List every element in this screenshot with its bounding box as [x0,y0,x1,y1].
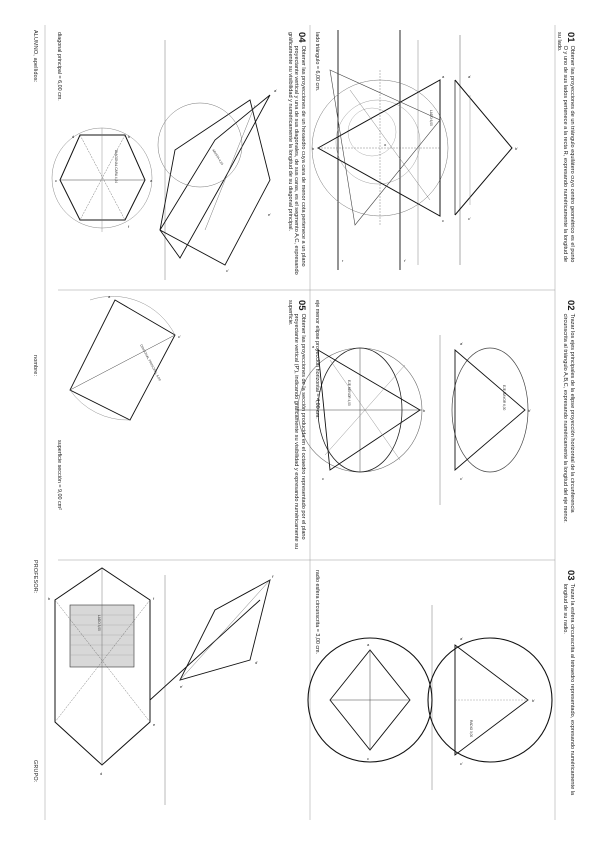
footer-student: ALUMNO, apellidos: [32,30,38,83]
ex05-plane-p1 [150,600,260,700]
ex01-drawing [312,30,518,270]
ex01-label-a: a [442,74,445,79]
ex04-label-f: f [128,224,130,229]
ex01-label-r1: r' [404,258,407,263]
ex04-dimension-edge: ARISTA 4,24 [211,148,225,166]
ex04-label-c: c [55,178,57,183]
ex04-statement: Obtener las proyecciones de un hexaedro cuya cara de menor cota pertenece a un plano proyectante vertical y una de sus diagonales, de sus caras, es el segmento A,C, expresando gráficamente su visibilidad y numéricamente la longitud de su diagonal principal. [286,32,306,275]
ex04-label-d: d [72,134,75,139]
ex02-ellipse-vertical [452,348,528,472]
footer-group: GRUPO: [32,760,38,783]
ex02-label-b: b [423,408,426,413]
ex01-label-r: r [342,258,344,263]
ex04-label-a: a [150,178,153,183]
ex01-dimension-side: LADO 6,00 [429,110,433,126]
ex05-label-f1: f' [272,574,274,579]
ex05-label-d1: d' [255,660,258,665]
ex02-label-a: a [312,344,315,349]
ex03-drawing [308,605,552,790]
ex04-dimension-main-diag: DIAGONAL PRINCIPAL 6,00 [139,343,162,382]
ex02-dimension-major: EJE MAYOR 6,00 [502,385,506,411]
ex05-label-f: f [153,596,155,601]
ex04-dimension-face-diag: DIAGONAL CARA 4,24 [114,150,118,184]
ex04-drawing [52,40,277,420]
ex05-statement: Obtener las proyecciones de la sección producida en el octaedro representado por el plano proyectante vertical (P'), indicando gráficamente su visibilidad y expresando numéricamente su superficie. [286,300,306,550]
ex05-result: superficie sección = 9,00 cm² [56,440,62,510]
ex01-vertical-projection [455,80,512,215]
ex01-statement-block [555,32,575,267]
ex03-number: 03 [565,570,576,581]
ex03-label-a1: a' [460,636,463,641]
ex04-label-b: b [128,134,131,139]
ex04-label-a1: a' [274,88,277,93]
ex04-number: 04 [296,32,307,43]
ex02-number: 02 [565,300,576,311]
ex04-label-c1: c' [226,268,229,273]
ex02-result: eje menor elipse proyección horizontal = 4,00 cm. [314,300,320,419]
ex01-label-c1: c' [468,216,471,221]
ex05-label-e: e [153,722,156,727]
ex05-label-b: b [48,596,51,601]
ex04-result: diagonal principal = 6,00 cm. [56,32,62,101]
ex04-statement-block [286,32,306,282]
ex04-label-c1b: c' [178,334,181,339]
ex03-label-c1: c' [460,761,463,766]
ex01-label-b: b [312,146,315,151]
ex01-label-b1: b' [515,146,518,151]
ex02-drawing [298,335,531,505]
ex02-dimension-minor: EJE MENOR 4,00 [347,380,351,406]
ex05-number: 05 [296,300,307,311]
ex01-result: lado triángulo = 6,00 cm. [314,32,320,92]
ex05-drawing [48,568,274,805]
ex03-statement-block [562,570,575,810]
ex04-label-e1: e' [268,212,271,217]
ex03-label-b1: b' [532,698,535,703]
ex02-label-a1: a' [460,341,463,346]
ex04-label-ab: a [108,294,111,299]
ex04-square-plan-2 [70,300,175,420]
ex02-triangle-vertical [455,350,525,470]
ex01-label-o: o [384,142,387,147]
ex02-statement-block [562,300,575,540]
ex05-label-e1: e' [180,684,183,689]
ex05-dimension-side: LADO 3,00 [97,615,101,631]
ex01-label-a1: a' [468,74,471,79]
ex05-statement-block [286,300,306,550]
footer-teacher: PROFESOR: [32,560,38,594]
ex02-label-b1: b' [528,408,531,413]
ex04-square-vertical [160,95,270,258]
ex03-label-c: c [367,756,369,761]
ex02-statement: Trazar los ejes principales de la elipse proyección horizontal de la circunferencia circunscrita al triángulo A,B,C, expresando numéricamente la longitud del eje menor. [562,313,575,523]
ex05-label-d: d [100,771,103,776]
ex03-result: radio esfera circunscrita = 3,00 cm. [314,570,320,655]
ex01-label-c: c [442,218,444,223]
ex02-label-c: c [322,476,324,481]
ex01-number: 01 [565,32,576,43]
ex03-statement: Trazar la esfera circunscrita al tetraedro representado, expresando numéricamente la longitud de su radio. [562,583,575,796]
ex01-circle-inner [336,100,420,184]
footer-name: nombre: [32,355,38,377]
ex02-label-c1: c' [460,476,463,481]
ex01-statement: Obtener las proyecciones de un triángulo equilátero cuyo centro geométrico es el punto O y uno de sus lados pertenece a la recta R, expresando numéricamente la longitud de su lado. [555,32,575,263]
ex03-label-a: a [367,642,370,647]
ex03-dimension-radius: RADIO 3,00 [469,720,473,738]
